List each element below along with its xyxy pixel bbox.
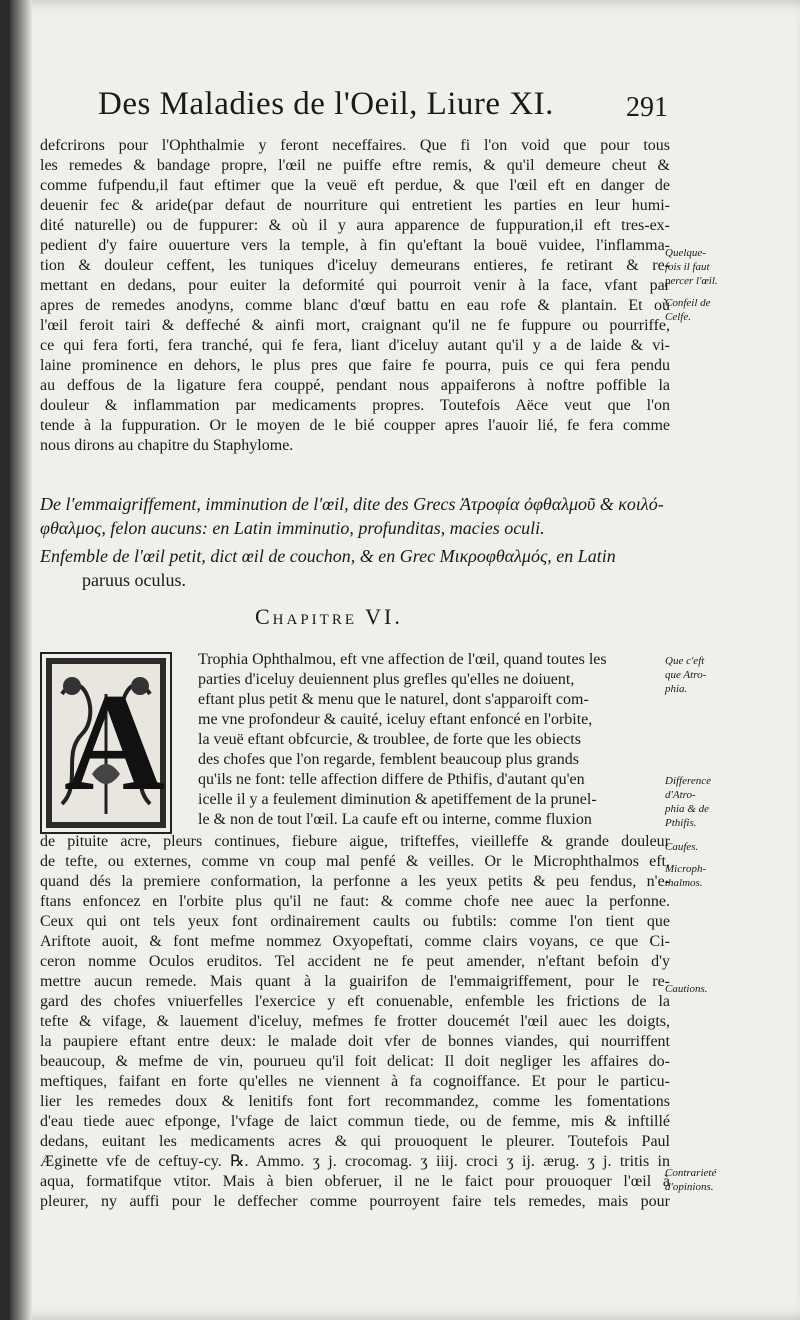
text-line: le & non de tout l'œil. La caufe eft ou interne, comme fluxion	[198, 811, 592, 828]
text-line: meftiques, faifant en forte qu'elles ne viennent à fa cognoiffance. Et pour le particu-	[40, 1073, 670, 1090]
text-line: au deffous de la ligature fera couppé, pendant nous appaiferons à noftre poffible la	[40, 377, 670, 394]
margin-note-line: Microph-	[665, 863, 707, 875]
text-line: pedient d'y faire ouuerture vers la temple, à fin qu'eftant la bouë vuidee, l'inflamma-	[40, 237, 670, 254]
page-gutter-shadow	[10, 0, 32, 1320]
text-line: tende à la fuppuration. Or le moyen de le bié coupper apres l'auoir lié, fe fera comme	[40, 417, 670, 434]
chapter-subtitle-line: paruus oculus.	[82, 570, 186, 590]
margin-note-microphthalmos	[665, 862, 706, 890]
text-line: pleurer, ny auffi pour le deffecher comme pourroyent faire tels remedes, mais pour	[40, 1193, 670, 1210]
text-line: laine prominence en dehors, le plus pres que faire fe pourra, puis ce qui fera pendu	[40, 357, 670, 374]
chapter-subtitle-line: Enfemble de l'œil petit, dict œil de couchon, & en Grec Μικροφθαλμός, en Latin	[40, 546, 616, 566]
text-line: dité naturelle) ou de fuppurer: & où il y aura apparence de fuppuration,il eft tres-ex-	[40, 217, 670, 234]
text-line: gard des chofes vniuerfelles l'exercice y eft conuenable, enfemble les frictions de la	[40, 993, 670, 1010]
margin-note-line: percer l'œil.	[665, 275, 718, 287]
margin-note-line: fois il faut	[665, 261, 710, 273]
text-line: quand dés la premiere conformation, la perfonne a les yeux petits & peu fendus, n'e-	[40, 873, 670, 890]
text-line: des chofes que l'on regarde, femblent beaucoup plus grands	[198, 751, 579, 768]
book-page	[10, 0, 800, 1320]
text-line: aqua, formatifque vtitor. Mais à bien obferuer, il ne le faict pour prouoquer l'œil à	[40, 1173, 670, 1190]
text-line: deuenir fec & aride(par defaut de nourriture qui entretient les parties en leur humi-	[40, 197, 670, 214]
text-line: beaucoup, & mefme de vin, pourueu qu'il foit delicat: Il doit negliger les affaires do-	[40, 1053, 670, 1070]
text-line: de tefte, ou externes, comme vn coup mal penfé & veilles. Or le Microphthalmos eft,	[40, 853, 670, 870]
margin-note-line: Celfe.	[665, 311, 691, 323]
text-line: mettre aucun remede. Mais quant à la guairifon de l'emmaigriffement, pour le re-	[40, 973, 670, 990]
text-line: me vne profondeur & cauité, iceluy eftant enfoncé en l'orbite,	[198, 711, 593, 728]
margin-note-line: thalmos.	[665, 877, 703, 889]
margin-note-line: d'opinions.	[665, 1181, 714, 1193]
margin-note-line: que Atro-	[665, 669, 707, 681]
text-line: ceron nomme Oculos eruditos. Tel accident ne fe peut amender, n'eftant befoin d'y	[40, 953, 670, 970]
text-line: icelle il y a feulement diminution & apetiffement de la prunel-	[198, 791, 597, 808]
text-line: tion & douleur ceffent, les tuniques d'iceluy demeurans entieres, fe retirant & re-	[40, 257, 670, 274]
margin-note-line: Caufes.	[665, 841, 699, 853]
ornamental-drop-cap	[40, 652, 172, 834]
margin-note-causes	[665, 840, 698, 854]
margin-note-line: Confeil de	[665, 297, 711, 309]
margin-note-atrophia	[665, 654, 706, 696]
text-line: la paupiere eftant entre deux: le malade doit vfer de bonnes viandes, qui nourriffent	[40, 1033, 670, 1050]
running-title: Des Maladies de l'Oeil, Liure XI.	[98, 86, 554, 122]
margin-note-line: Que c'eft	[665, 655, 705, 667]
text-line: nous dirons au chapitre du Staphylome.	[40, 437, 294, 454]
text-line: mettant en dedans, pour euiter la deformité qui pourroit venir à la face, vfant par	[40, 277, 670, 294]
page-header	[98, 86, 668, 134]
text-line: les remedes & bandage propre, l'œil ne puiffe eftre remis, & qu'il demeure cheut &	[40, 157, 670, 174]
chapter-subtitle-line: φθαλμος, felon aucuns: en Latin imminutio, profunditas, macies oculi.	[40, 518, 545, 538]
margin-note-difference	[665, 774, 711, 830]
margin-note-line: d'Atro-	[665, 789, 696, 801]
text-line: de pituite acre, pleurs continues, fiebure aigue, trifteffes, vieilleffe & grande douleur	[40, 833, 670, 850]
text-line: defcrirons pour l'Ophthalmie y feront neceffaires. Que fi l'on void que pour tous	[40, 137, 670, 154]
text-line: tefte & vifage, & lauement d'iceluy, mefmes fe frotter doucemét l'œil auec les doigts,	[40, 1013, 670, 1030]
text-line: apres de remedes anodyns, comme blanc d'œuf battu en eau rofe & plantain. Et où	[40, 297, 670, 314]
chapter-title: Chapitre VI.	[255, 604, 403, 629]
chapter-subtitle-line: De l'emmaigriffement, imminution de l'œil, dite des Grecs Ἀτροφία ὀφθαλμοῦ & κοιλό-	[40, 494, 664, 514]
text-line: ce qui fera forti, fera tranché, qui fe fera, liant d'iceluy autant qu'il y a de laide & vi-	[40, 337, 670, 354]
margin-note-line: phia & de	[665, 803, 709, 815]
drop-cap-letter: A	[64, 665, 166, 820]
page-number: 291	[626, 92, 668, 123]
margin-note-line: Difference	[665, 775, 712, 787]
text-line: Ariftote auoit, & font mefme nommez Oxyopeftati, comme clairs voyans, ce que Ci-	[40, 933, 670, 950]
margin-note-line: Pthifis.	[665, 817, 697, 829]
text-line: qu'ils ne font: telle affection differe de Pthifis, d'autant qu'en	[198, 771, 585, 788]
text-line: lier les remedes doux & lenitifs font fort recommandez, comme les fomentations	[40, 1093, 670, 1110]
text-line: eftant plus petit & menu que le naturel, dont s'apparoift com-	[198, 691, 589, 708]
margin-note-cautions	[665, 982, 707, 996]
text-line: d'eau tiede auec efponge, l'vfage de laict commun tiede, ou de femme, mis & inftillé	[40, 1113, 670, 1130]
text-line: parties d'iceluy deuiennent plus grefles qu'elles ne doiuent,	[198, 671, 575, 688]
margin-note-contrariete	[665, 1166, 716, 1194]
text-line: comme fufpendu,il faut eftimer que la veuë eft perdue, & que l'œil eft en danger de	[40, 177, 670, 194]
text-line: ftans enfoncez en l'orbite plus qu'il ne faut: & comme chofe nee auec la perfonne.	[40, 893, 670, 910]
text-line: l'œil feroit tairi & deffeché & ainfi mort, craignant qu'il ne fe fuppure ou pourriffe,	[40, 317, 670, 334]
margin-note-line: phia.	[665, 683, 688, 695]
margin-note-line: Cautions.	[665, 983, 708, 995]
text-line: douleur & inflammation par medicaments propres. Toutefois Aëce veut que l'on	[40, 397, 670, 414]
margin-note-line: Quelque-	[665, 247, 706, 259]
text-line: Æginette vfe de ceftuy-cy. ℞. Ammo. ʒ j. crocomag. ʒ iiij. croci ʒ ij. ærug. ʒ j. tritis in	[40, 1153, 670, 1170]
text-line: dedans, euitant les medicaments acres & qui prouoquent le pleurer. Toutefois Paul	[40, 1133, 670, 1150]
text-line: la veuë eftant obfcurcie, & troublee, de forte que les obiects	[198, 731, 581, 748]
margin-note-percer	[665, 246, 718, 324]
margin-note-line: Contrarieté	[665, 1167, 717, 1179]
text-line: Trophia Ophthalmou, eft vne affection de l'œil, quand toutes les	[198, 651, 607, 668]
text-line: Ceux qui ont tels yeux font ordinairement caults ou fubtils: comme l'on tient que	[40, 913, 670, 930]
